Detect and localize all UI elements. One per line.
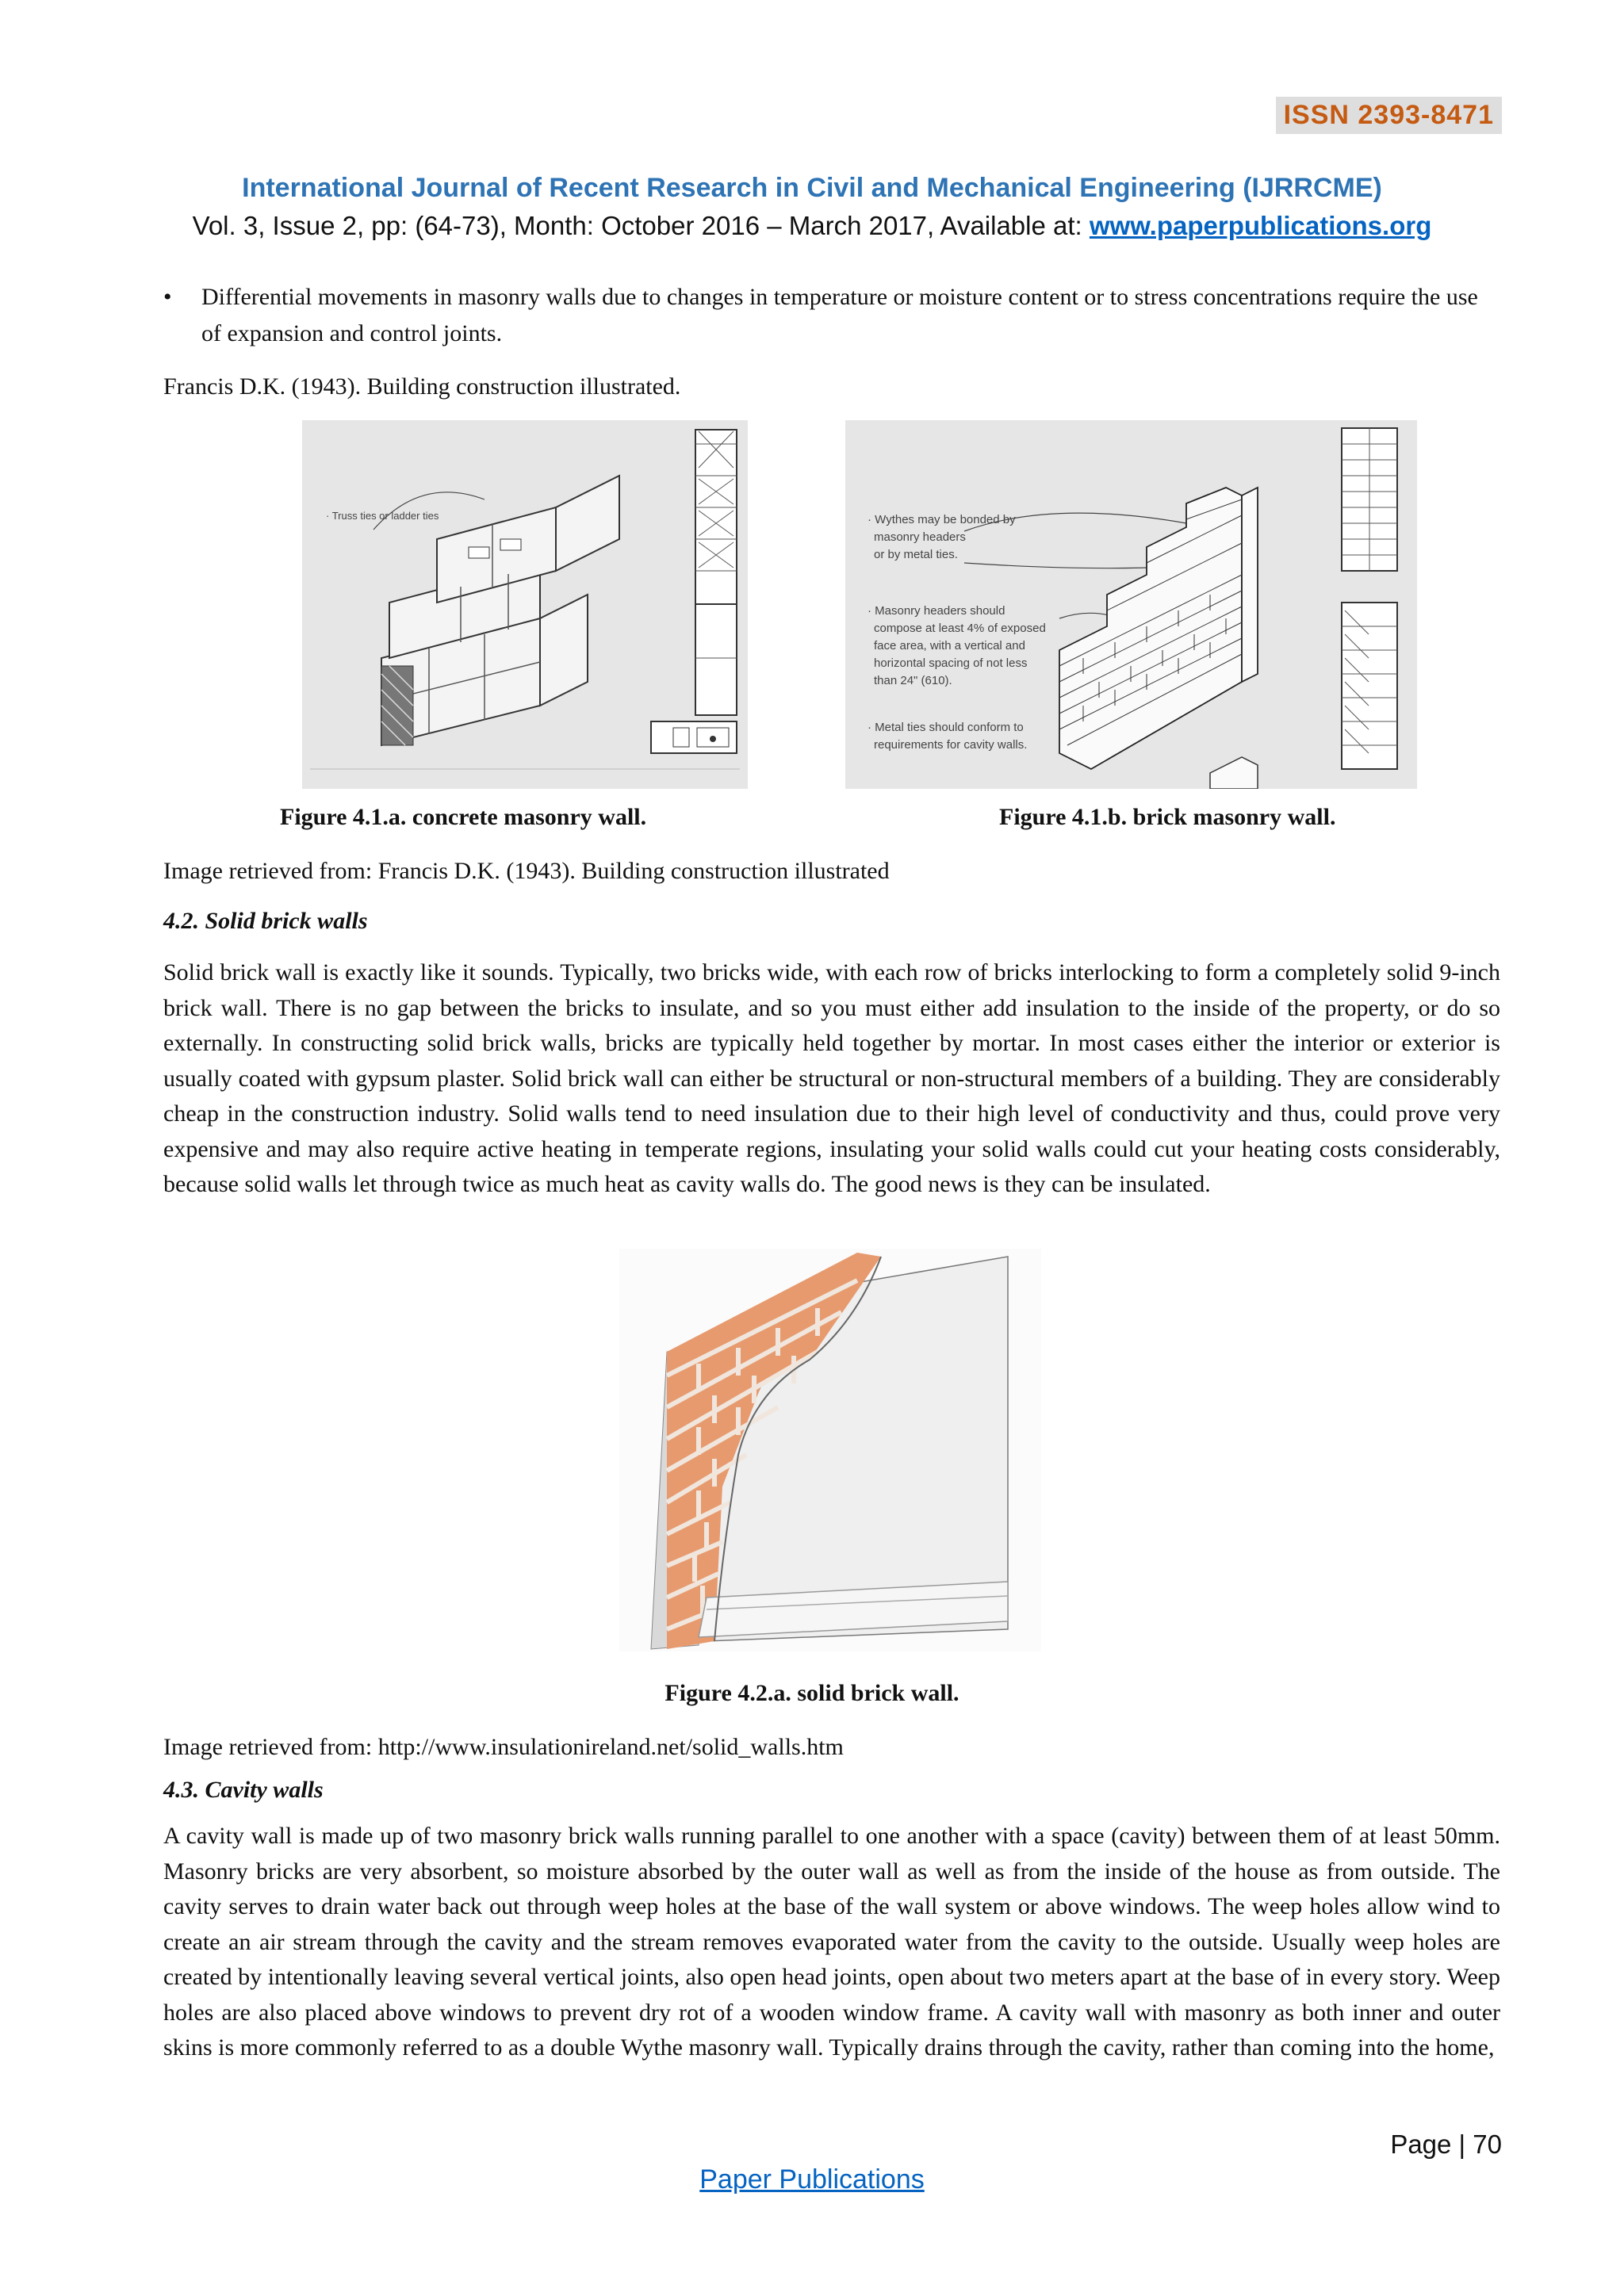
figure-b-note-9: requirements for cavity walls. [874, 738, 1028, 752]
issn-badge: ISSN 2393-8471 [1276, 97, 1502, 134]
figure-b-note-3: · Masonry headers should [868, 604, 1005, 618]
section-heading-solid-brick: 4.2. Solid brick walls [163, 908, 368, 934]
section-body-solid-brick: Solid brick wall is exactly like it sounds. Typically, two bricks wide, with each row of bricks interlocking to form a completely solid 9-inch brick wall. There is no gap between the bricks to insulate, and so you must either add insulation to the inside of the property, or do so externally. In constructing solid brick walls, bricks are typically held together by mortar. In most cases either the interior or exterior is usually coated with gypsum plaster. Solid brick wall can either be structural or non-structural members of a building. They are considerably cheap in the construction industry. Solid walls tend to need insulation due to their high level of conductivity and thus, could prove very expensive and may also require active heating in temperate regions, insulating your solid walls could cut your heating costs considerably, because solid walls let through twice as much heat as cavity walls do. The good news is they can be insulated. [163, 959, 1500, 1197]
bullet-text: Differential movements in masonry walls due to changes in temperature or moisture content or to stress concentrations require the use of expansion and control joints. [201, 284, 1478, 346]
figure-a-label: · Truss ties or ladder ties [326, 510, 439, 522]
website-link[interactable]: www.paperpublications.org [1089, 211, 1432, 240]
figure-b-note-0: · Wythes may be bonded by [868, 513, 1016, 526]
figure-b-note-5: face area, with a vertical and [874, 639, 1025, 652]
bullet-symbol: • [163, 284, 172, 310]
figure-b-note-6: horizontal spacing of not less [874, 656, 1028, 670]
figure-concrete-masonry-wall [302, 420, 748, 789]
journal-title: International Journal of Recent Research in Civil and Mechanical Engineering (IJRRCME) [242, 173, 1382, 203]
volume-text: Vol. 3, Issue 2, pp: (64-73), Month: October 2016 – March 2017, Available at: [192, 211, 1090, 240]
figure-b-note-2: or by metal ties. [874, 548, 958, 561]
figure-b-note-7: than 24" (610). [874, 674, 952, 687]
section-heading-cavity-walls: 4.3. Cavity walls [163, 1777, 324, 1803]
figure-b-caption: Figure 4.1.b. brick masonry wall. [999, 804, 1336, 830]
figure-b-note-1: masonry headers [874, 530, 966, 544]
figure-a-caption: Figure 4.1.a. concrete masonry wall. [280, 804, 647, 830]
reference-text: Francis D.K. (1943). Building construction illustrated. [163, 373, 681, 400]
bullet-item [163, 279, 1500, 352]
page-number: Page | 70 [1390, 2130, 1502, 2159]
image-credit-2: Image retrieved from: http://www.insulationireland.net/solid_walls.htm [163, 1734, 844, 1760]
figure-b-note-8: · Metal ties should conform to [868, 721, 1024, 734]
volume-info [0, 211, 1624, 241]
figure-solid-brick-wall [619, 1249, 1041, 1651]
image-credit-1: Image retrieved from: Francis D.K. (1943). Building construction illustrated [163, 858, 890, 884]
publisher-link[interactable]: Paper Publications [699, 2164, 925, 2195]
figure-b-note-4: compose at least 4% of exposed [874, 622, 1046, 635]
section-body-cavity-walls: A cavity wall is made up of two masonry brick walls running parallel to one another with a space (cavity) between them of at least 50mm. Masonry bricks are very absorbent, so moisture absorbed by the outer wall as well as from the inside of the house as from outside. The cavity serves to drain water back out through weep holes at the base of the wall system or above windows. The weep holes allow wind to create an air stream through the cavity and the stream removes evaporated water from the cavity to the outside. Usually weep holes are created by intentionally leaving several vertical joints, also open head joints, open about two meters apart at the base of in every story. Weep holes are also placed above windows to prevent dry rot of a wooden window frame. A cavity wall with masonry as both inner and outer skins is more commonly referred to as a double Wythe masonry wall. Typically drains through the cavity, rather than coming into the home, [163, 1823, 1500, 2061]
figure-c-caption: Figure 4.2.a. solid brick wall. [665, 1680, 959, 1706]
figure-brick-masonry-wall [845, 420, 1417, 789]
